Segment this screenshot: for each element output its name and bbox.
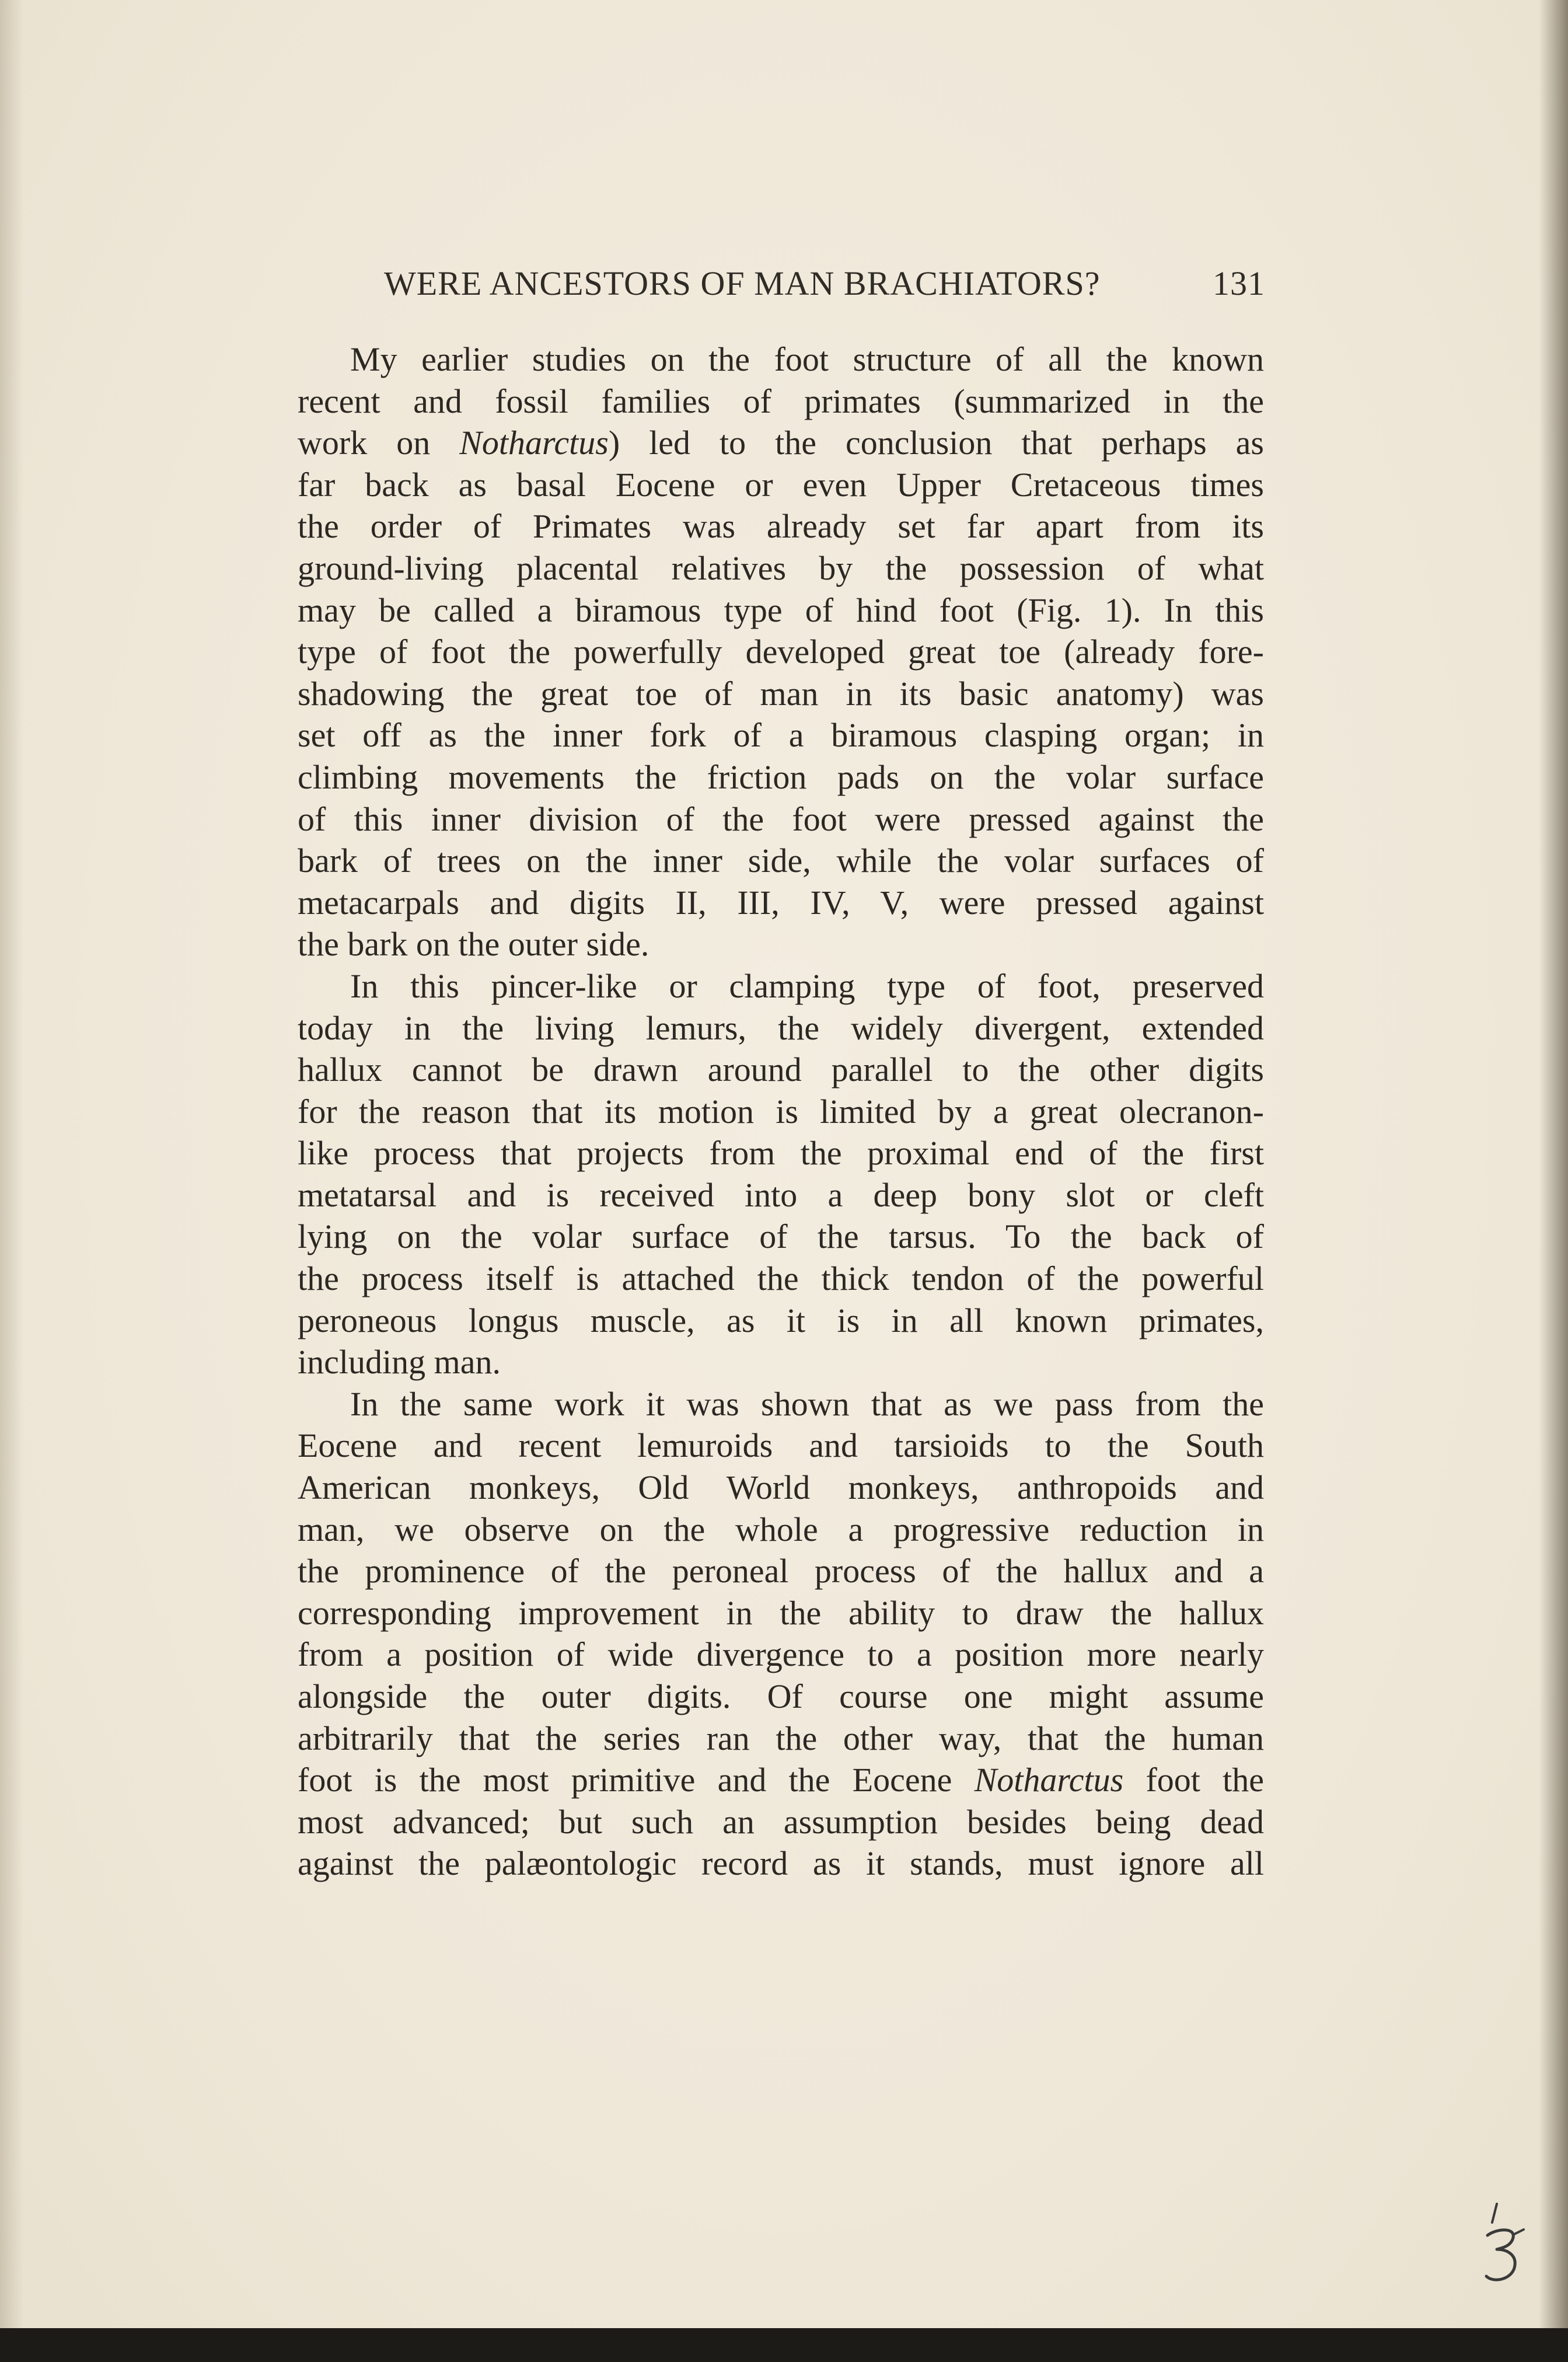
italic-taxon-name: Notharctus bbox=[974, 1761, 1124, 1799]
text-line bbox=[298, 1467, 1264, 1509]
text-run: foot is the most primitive and the Eocene bbox=[298, 1761, 975, 1799]
text-line bbox=[298, 1049, 1264, 1091]
text-run: the order of Primates was already set far apart from its bbox=[298, 507, 1264, 546]
text-run: shadowing the great toe of man in its basic anatomy) was bbox=[298, 674, 1264, 713]
text-run: metatarsal and is received into a deep bony slot or cleft bbox=[298, 1175, 1264, 1214]
text-line bbox=[298, 923, 1264, 965]
text-line bbox=[298, 339, 1264, 381]
text-line bbox=[298, 1216, 1264, 1258]
text-line bbox=[298, 1300, 1264, 1342]
text-line bbox=[298, 1509, 1264, 1551]
text-line bbox=[298, 1801, 1264, 1843]
text-run: including man. bbox=[298, 1343, 501, 1381]
text-run: from a position of wide divergence to a position more nearly bbox=[298, 1635, 1264, 1674]
text-line bbox=[298, 1759, 1264, 1801]
text-run: the process itself is attached the thick tendon of the powerful bbox=[298, 1259, 1264, 1298]
text-run: hallux cannot be drawn around parallel to the other digits bbox=[298, 1051, 1264, 1089]
text-run: most advanced; but such an assumption besides being dead bbox=[298, 1802, 1264, 1841]
text-run: the bark on the outer side. bbox=[298, 925, 649, 964]
text-line bbox=[298, 714, 1264, 756]
text-line bbox=[298, 1843, 1264, 1885]
text-line bbox=[298, 631, 1264, 673]
text-line bbox=[298, 756, 1264, 798]
text-run: today in the living lemurs, the widely divergent, extended bbox=[298, 1009, 1264, 1047]
text-run: recent and fossil families of primates (summarized in the bbox=[298, 382, 1264, 420]
text-line bbox=[298, 882, 1264, 924]
text-line bbox=[298, 965, 1264, 1007]
text-run: man, we observe on the whole a progressive reduction in bbox=[298, 1510, 1264, 1548]
text-run: of this inner division of the foot were pressed against the bbox=[298, 800, 1264, 838]
text-line bbox=[298, 1592, 1264, 1634]
gutter-shadow bbox=[0, 0, 23, 2362]
text-line bbox=[298, 1718, 1264, 1760]
text-line bbox=[298, 1091, 1264, 1133]
text-run: work on bbox=[298, 424, 460, 462]
text-line bbox=[298, 505, 1264, 547]
text-line bbox=[298, 1007, 1264, 1049]
text-line bbox=[298, 1174, 1264, 1216]
text-run: Eocene and recent lemuroids and tarsioids to the South bbox=[298, 1426, 1264, 1465]
text-line bbox=[298, 1550, 1264, 1592]
running-head-title: WERE ANCESTORS OF MAN BRACHIATORS? bbox=[384, 264, 1101, 302]
text-run: arbitrarily that the series ran the other way, that the human bbox=[298, 1719, 1264, 1757]
page-number: 131 bbox=[1213, 264, 1265, 302]
text-run: ) led to the conclusion that perhaps as bbox=[608, 424, 1264, 462]
text-line bbox=[298, 1258, 1264, 1300]
text-run: against the palæontologic record as it stands, must ignore all bbox=[298, 1844, 1264, 1883]
running-head bbox=[384, 264, 1265, 305]
text-line bbox=[298, 1132, 1264, 1174]
text-run: My earlier studies on the foot structure of all the known bbox=[350, 340, 1264, 378]
body-text bbox=[298, 339, 1264, 1885]
text-run: alongside the outer digits. Of course one might assume bbox=[298, 1677, 1264, 1715]
text-run: peroneous longus muscle, as it is in all known primates, bbox=[298, 1301, 1264, 1339]
text-run: like process that projects from the proximal end of the first bbox=[298, 1134, 1264, 1173]
text-line bbox=[298, 1676, 1264, 1718]
text-line bbox=[298, 840, 1264, 882]
text-run: In this pincer-like or clamping type of foot, preserved bbox=[350, 967, 1264, 1005]
text-line bbox=[298, 464, 1264, 506]
text-line bbox=[298, 589, 1264, 632]
text-line bbox=[298, 1341, 1264, 1383]
text-run: In the same work it was shown that as we pass from the bbox=[350, 1384, 1264, 1423]
text-run: climbing movements the friction pads on the volar surface bbox=[298, 758, 1264, 796]
text-line bbox=[298, 422, 1264, 464]
text-run: set off as the inner fork of a biramous clasping organ; in bbox=[298, 716, 1264, 755]
text-run: corresponding improvement in the ability to draw the hallux bbox=[298, 1593, 1264, 1632]
text-line bbox=[298, 673, 1264, 715]
text-line bbox=[298, 798, 1264, 840]
text-run: foot the bbox=[1123, 1761, 1264, 1799]
italic-taxon-name: Notharctus bbox=[459, 424, 609, 462]
text-run: type of foot the powerfully developed great toe (already fore- bbox=[298, 633, 1264, 671]
text-line bbox=[298, 1634, 1264, 1676]
text-line bbox=[298, 1383, 1264, 1425]
handwritten-margin-mark bbox=[1479, 2199, 1526, 2287]
text-run: bark of trees on the inner side, while the volar surfaces of bbox=[298, 842, 1264, 880]
text-run: American monkeys, Old World monkeys, anthropoids and bbox=[298, 1468, 1264, 1507]
text-line bbox=[298, 547, 1264, 589]
text-line bbox=[298, 1425, 1264, 1467]
text-run: lying on the volar surface of the tarsus. To the back of bbox=[298, 1217, 1264, 1256]
page-edge-shadow bbox=[1539, 0, 1568, 2362]
text-run: ground-living placental relatives by the possession of what bbox=[298, 549, 1264, 587]
text-run: for the reason that its motion is limited by a great olecranon- bbox=[298, 1092, 1264, 1131]
text-run: may be called a biramous type of hind foot (Fig. 1). In this bbox=[298, 591, 1264, 629]
text-run: the prominence of the peroneal process of the hallux and a bbox=[298, 1552, 1264, 1590]
text-run: metacarpals and digits II, III, IV, V, were pressed against bbox=[298, 883, 1264, 922]
scan-bottom-border bbox=[0, 2328, 1568, 2362]
text-run: far back as basal Eocene or even Upper Cretaceous times bbox=[298, 465, 1264, 504]
text-line bbox=[298, 381, 1264, 423]
